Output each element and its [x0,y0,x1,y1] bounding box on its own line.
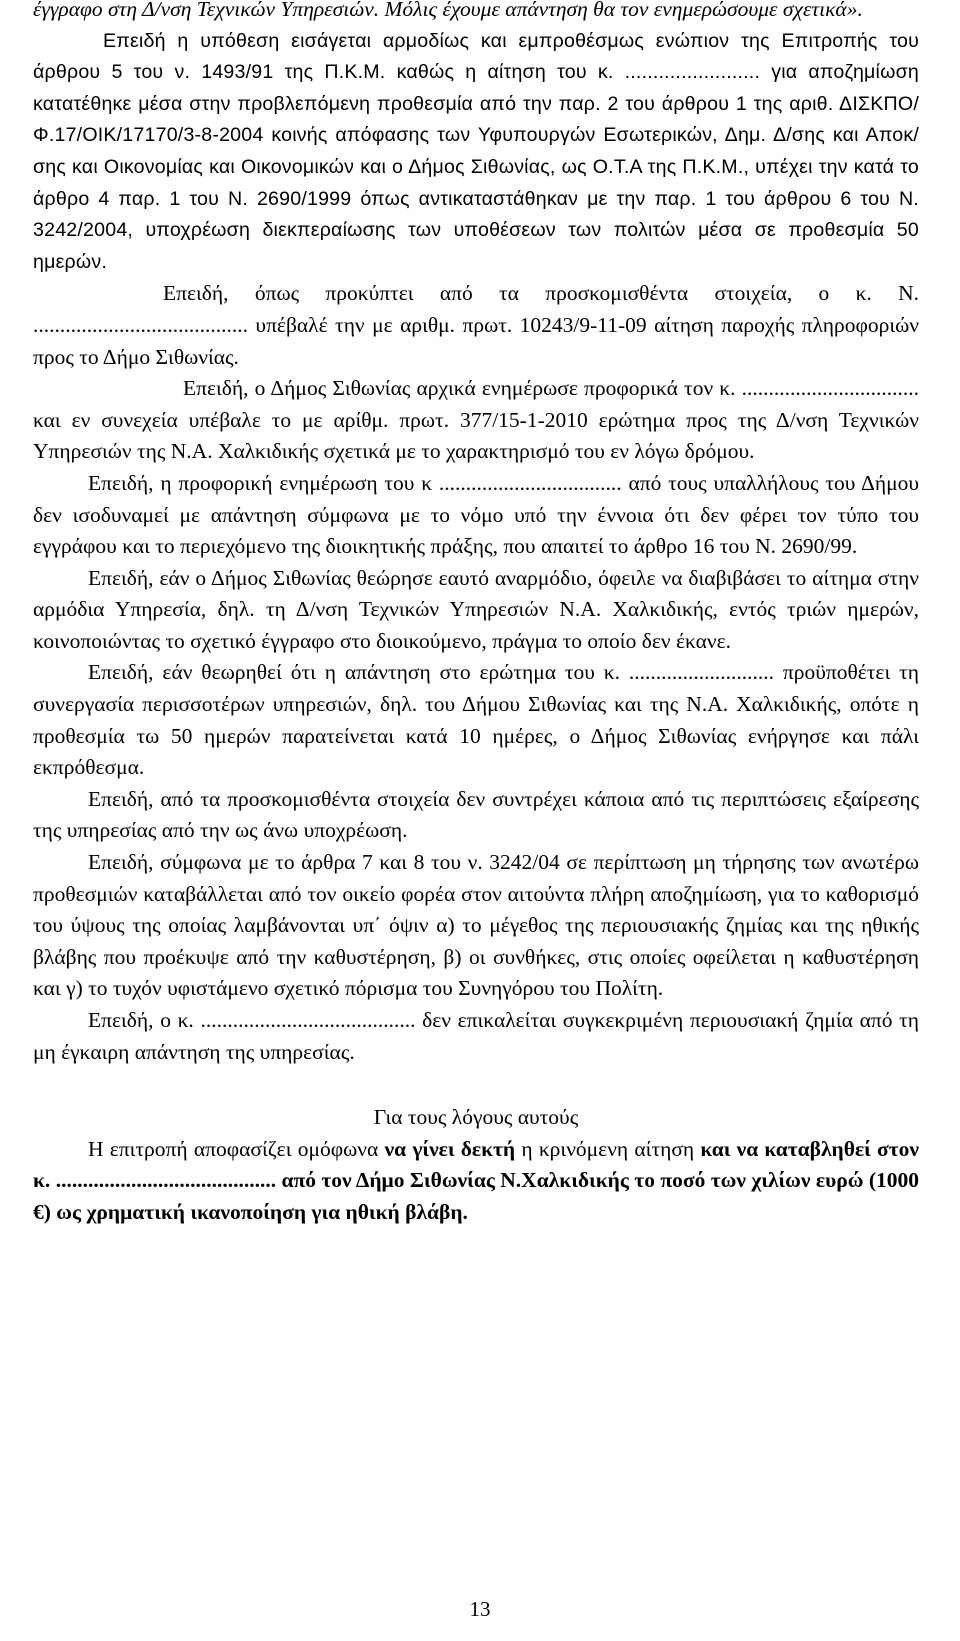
page-number: 13 [469,1597,491,1621]
decision-text-a: Η επιτροπή αποφασίζει ομόφωνα [88,1136,385,1161]
paragraph-5: Επειδή, η προφορική ενημέρωση του κ .................................. από τους υπαλλήλους του Δήμου δεν ισοδυναμεί με απάντηση σύμφωνα με το νόμο υπό την έννοια ότι δεν φέρει τον τύπο του εγγράφου και το περιεχόμενο της διοικητικής πράξης, που απαιτεί το άρθρο 16 του Ν. 2690/99. [33,470,919,559]
paragraph-4: Επειδή, ο Δήμος Σιθωνίας αρχικά ενημέρωσε προφορικά τον κ. ................................. και εν συνεχεία υπέβαλε το με αρίθμ. πρωτ. 377/15-1-2010 ερώτημα προς της Δ/νση Τεχνικών Υπηρεσιών της Ν.Α. Χαλκιδικής σχετικά με το χαρακτηρισμό του εν λόγω δρόμου. [33,376,919,464]
document-page [33,0,919,1229]
paragraph-8: Επειδή, από τα προσκομισθέντα στοιχεία δεν συντρέχει κάποια από τις περιπτώσεις εξαίρεσης της υπηρεσίας από την ως άνω υποχρέωση. [33,786,919,843]
paragraph-3: Επειδή, όπως προκύπτει από τα προσκομισθέντα στοιχεία, ο κ. Ν. ........................................ υπέβαλέ την με αριθμ. πρωτ. 10243/9-11-09 αίτηση παροχής πληροφοριών προς το Δήμο Σιθωνίας. [33,281,919,369]
conclusion-heading: Για τους λόγους αυτούς [373,1105,579,1130]
decision-paragraph [33,1134,919,1229]
paragraph-2: Επειδή η υπόθεση εισάγεται αρμοδίως και εμπροθέσμως ενώπιον της Επιτροπής του άρθρου 5 του ν. 1493/91 της Π.Κ.Μ. καθώς η αίτηση του κ. ........................ για αποζημίωση κατατέθηκε μέσα στην προβλεπόμενη προθεσμία από την παρ. 2 του άρθρου 1 της αριθ. ΔΙΣΚΠΟ/Φ.17/ΟΙΚ/17170/3-8-2004 κοινής απόφασης των Υφυπουργών Εσωτερικών, Δημ. Δ/σης και Αποκ/σης και Οικονομίας και Οικονομικών και ο Δήμος Σιθωνίας, ως Ο.Τ.Α της Π.Κ.Μ., υπέχει την κατά το άρθρο 4 παρ. 1 του Ν. 2690/1999 όπως αντικαταστάθηκαν με την παρ. 1 του άρθρου 6 του Ν. 3242/2004, υποχρέωση διεκπεραίωσης των υποθέσεων των πολιτών μέσα σε προθεσμία 50 ημερών. [33,29,919,273]
paragraph-10: Επειδή, ο κ. ........................................ δεν επικαλείται συγκεκριμένη περιουσιακή ζημία από τη μη έγκαιρη απάντηση της υπηρεσίας. [33,1008,919,1064]
decision-text-c: η κρινόμενη αίτηση [515,1136,701,1161]
decision-text-b: να γίνει δεκτή [384,1136,516,1161]
paragraph-quote-end: έγγραφο στη Δ/νση Τεχνικών Υπηρεσιών. Μόλις έχουμε απάντηση θα τον ενημερώσουμε σχετικά». [33,0,863,21]
decision-text-d: και να καταβληθεί στον κ. ......................................... από τον Δήμο Σιθωνίας Ν.Χαλκιδικής το ποσό των χιλίων ευρώ (1000 €) ως χρηματική ικανοποίηση για ηθική βλάβη. [33,1136,919,1224]
paragraph-7: Επειδή, εάν θεωρηθεί ότι η απάντηση στο ερώτημα του κ. ........................... προϋποθέτει τη συνεργασία περισσοτέρων υπηρεσιών, δηλ. του Δήμου Σιθωνίας και της Ν.Α. Χαλκιδικής, οπότε η προθεσμία τω 50 ημερών παρατείνεται κατά 10 ημέρες, ο Δήμος Σιθωνίας ενήργησε και πάλι εκπρόθεσμα. [33,660,919,780]
paragraph-9: Επειδή, σύμφωνα με το άρθρα 7 και 8 του ν. 3242/04 σε περίπτωση μη τήρησης των ανωτέρω προθεσμιών καταβάλλεται από τον οικείο φορέα στον αιτούντα πλήρη αποζημίωση, για το καθορισμό του ύψους της οποίας λαμβάνονται υπ΄ όψιν α) το μέγεθος της περιουσιακής ζημίας και της ηθικής βλάβης που προέκυψε από την καθυστέρηση, β) οι συνθήκες, στις οποίες οφείλεται η καθυστέρηση και γ) το τυχόν υφιστάμενο σχετικό πόρισμα του Συνηγόρου του Πολίτη. [33,850,919,1001]
paragraph-6: Επειδή, εάν ο Δήμος Σιθωνίας θεώρησε εαυτό αναρμόδιο, όφειλε να διαβιβάσει το αίτημα στην αρμόδια Υπηρεσία, δηλ. τη Δ/νση Τεχνικών Υπηρεσιών Ν.Α. Χαλκιδικής, εντός τριών ημερών, κοινοποιώντας το σχετικό έγγραφο στο διοικούμενο, πράγμα το οποίο δεν έκανε. [33,565,919,653]
